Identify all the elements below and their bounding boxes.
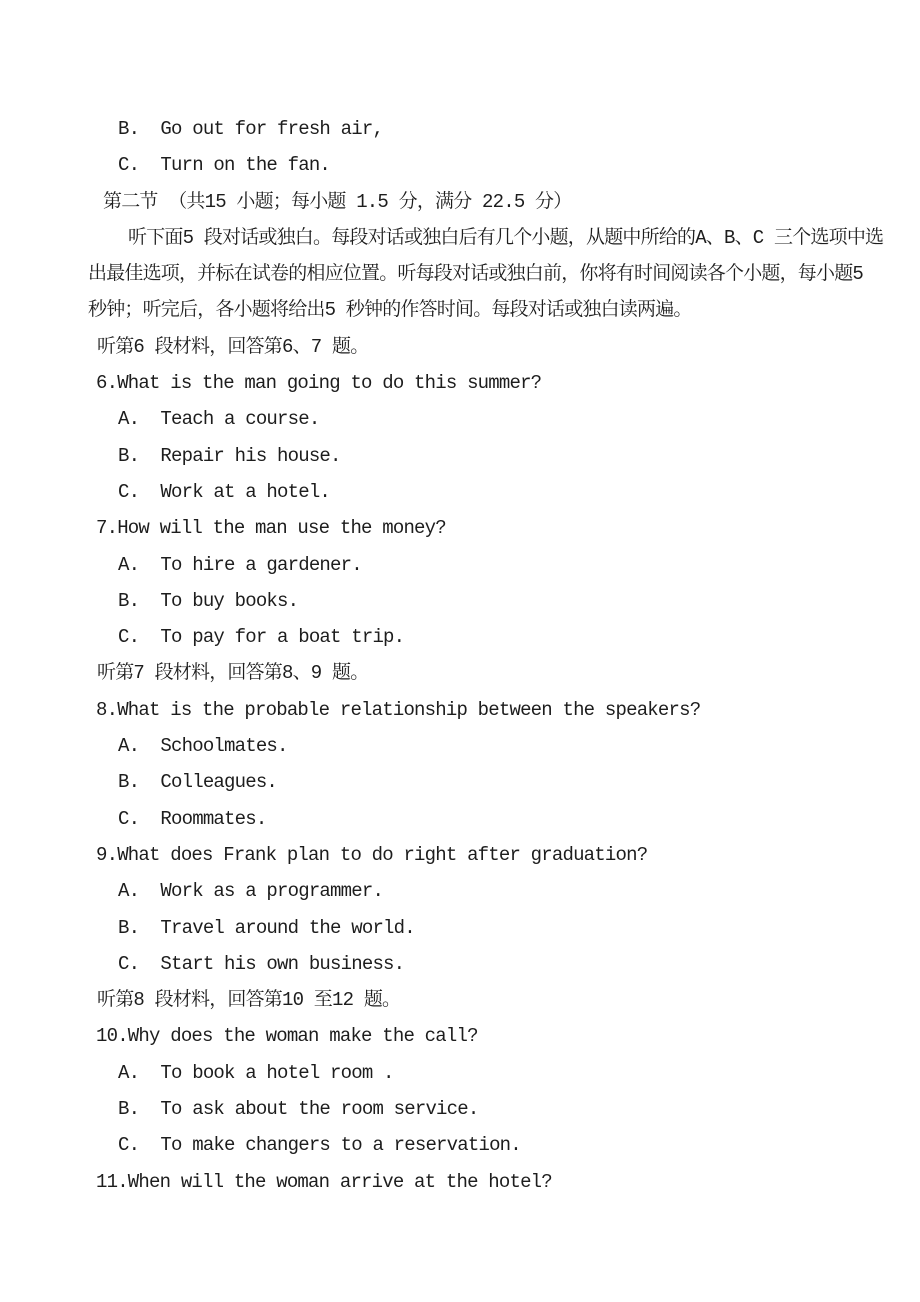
section-heading: 第二节 （共15 小题；每小题 1.5 分，满分 22.5 分） xyxy=(103,190,572,213)
question-text: 9.What does Frank plan to do right after graduation? xyxy=(96,843,648,866)
answer-option: A. To hire a gardener. xyxy=(118,553,362,576)
answer-option: B. Repair his house. xyxy=(118,444,341,467)
answer-option: C. Roommates. xyxy=(118,807,267,830)
question-text: 10.Why does the woman make the call? xyxy=(96,1025,478,1048)
answer-option: B. Colleagues. xyxy=(118,771,278,794)
answer-option: A. Schoolmates. xyxy=(118,735,288,758)
answer-option: C. To pay for a boat trip. xyxy=(118,626,405,649)
answer-option: B. Go out for fresh air, xyxy=(118,118,384,140)
answer-option: B. To buy books. xyxy=(118,589,299,612)
section-instructions-line: 听下面5 段对话或独白。每段对话或独白后有几个小题，从题中所给的A、B、C 三个选项中选 xyxy=(128,226,884,249)
answer-option: C. To make changers to a reservation. xyxy=(118,1134,521,1157)
question-text: 8.What is the probable relationship between the speakers? xyxy=(96,698,701,721)
section-instructions-line: 出最佳选项，并标在试卷的相应位置。听每段对话或独白前，你将有时间阅读各个小题，每小题5 xyxy=(88,263,864,286)
question-text: 7.How will the man use the money? xyxy=(96,517,446,540)
answer-option: A. Teach a course. xyxy=(118,408,320,431)
answer-option: C. Start his own business. xyxy=(118,952,405,975)
listening-material-instruction: 听第6 段材料，回答第6、7 题。 xyxy=(97,335,369,358)
question-text: 11.When will the woman arrive at the hotel? xyxy=(96,1170,552,1193)
question-text: 6.What is the man going to do this summer? xyxy=(96,372,542,395)
answer-option: C. Turn on the fan. xyxy=(118,154,331,177)
answer-option: B. To ask about the room service. xyxy=(118,1098,479,1121)
section-instructions-line: 秒钟；听完后，各小题将给出5 秒钟的作答时间。每段对话或独白读两遍。 xyxy=(88,299,692,322)
answer-option: C. Work at a hotel. xyxy=(118,480,331,503)
answer-option: A. To book a hotel room . xyxy=(118,1061,394,1084)
exam-document-page xyxy=(88,111,884,1200)
answer-option: A. Work as a programmer. xyxy=(118,880,384,903)
listening-material-instruction: 听第8 段材料，回答第10 至12 题。 xyxy=(97,989,401,1012)
answer-option: B. Travel around the world. xyxy=(118,916,415,939)
listening-material-instruction: 听第7 段材料，回答第8、9 题。 xyxy=(97,662,369,685)
